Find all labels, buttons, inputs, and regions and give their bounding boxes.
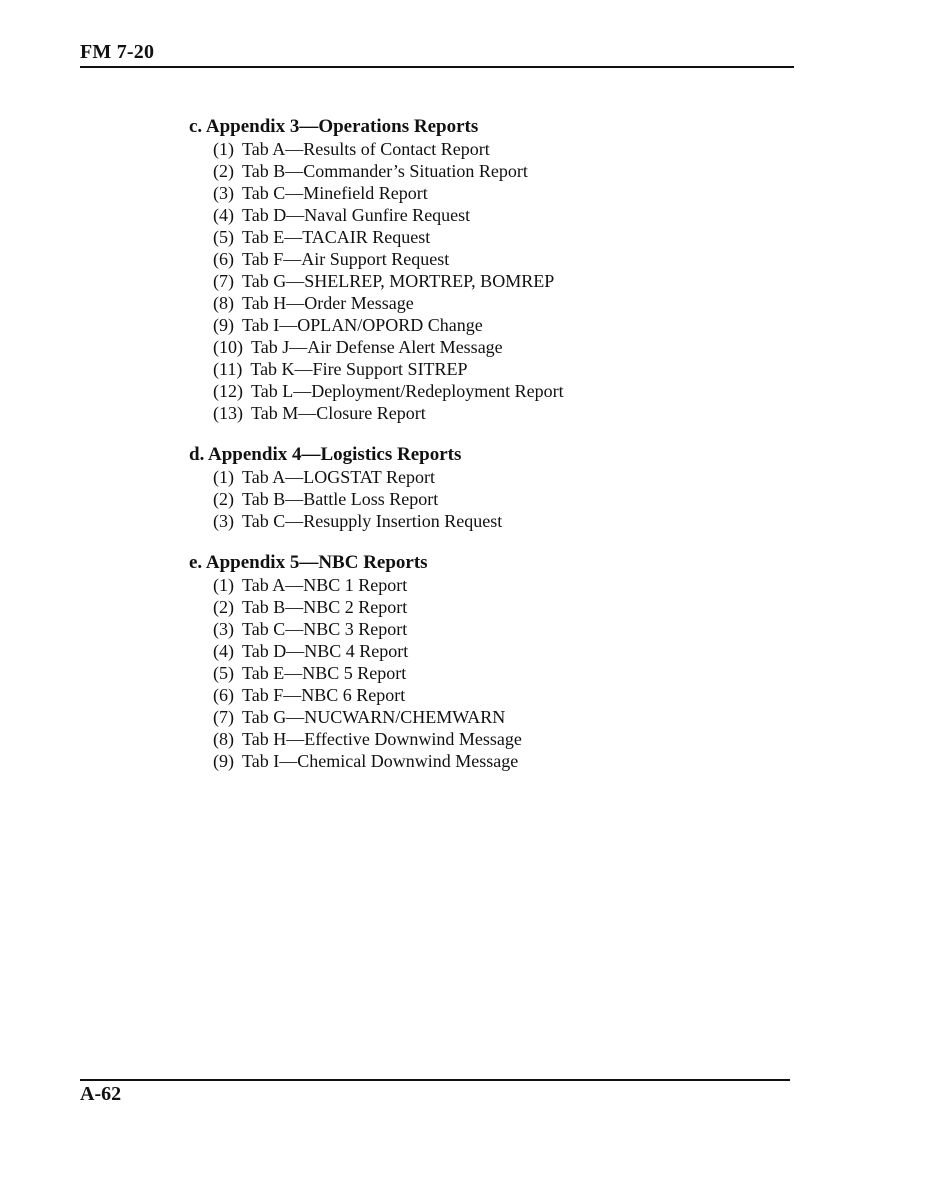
list-item — [213, 510, 749, 532]
tab-list — [189, 138, 749, 424]
list-item — [213, 182, 749, 204]
list-item — [213, 358, 749, 380]
list-item — [213, 750, 749, 772]
item-label: Tab E—NBC 5 Report — [242, 663, 407, 683]
list-item — [213, 728, 749, 750]
section-appendix-3 — [189, 116, 749, 424]
item-number: (3) — [213, 511, 234, 531]
document-id: FM 7-20 — [80, 41, 155, 63]
item-number: (7) — [213, 271, 234, 291]
item-label: Tab D—NBC 4 Report — [242, 641, 409, 661]
list-item — [213, 684, 749, 706]
item-number: (2) — [213, 161, 234, 181]
tab-list — [189, 574, 749, 772]
item-number: (3) — [213, 619, 234, 639]
item-number: (9) — [213, 751, 234, 771]
list-item — [213, 380, 749, 402]
item-label: Tab I—Chemical Downwind Message — [242, 751, 519, 771]
list-item — [213, 574, 749, 596]
page-number: A-62 — [80, 1083, 122, 1105]
item-number: (3) — [213, 183, 234, 203]
item-label: Tab F—NBC 6 Report — [242, 685, 406, 705]
item-number: (1) — [213, 139, 234, 159]
item-number: (8) — [213, 293, 234, 313]
item-label: Tab D—Naval Gunfire Request — [242, 205, 471, 225]
list-item — [213, 706, 749, 728]
list-item — [213, 662, 749, 684]
item-number: (5) — [213, 663, 234, 683]
section-appendix-4 — [189, 444, 749, 532]
appendix-list — [189, 116, 749, 772]
item-number: (6) — [213, 249, 234, 269]
list-item — [213, 314, 749, 336]
section-appendix-5 — [189, 552, 749, 772]
item-label: Tab G—SHELREP, MORTREP, BOMREP — [242, 271, 555, 291]
section-heading: c. Appendix 3—Operations Reports — [189, 116, 479, 137]
item-number: (2) — [213, 597, 234, 617]
item-label: Tab A—LOGSTAT Report — [242, 467, 435, 487]
item-label: Tab K—Fire Support SITREP — [250, 359, 468, 379]
list-item — [213, 596, 749, 618]
list-item — [213, 402, 749, 424]
item-label: Tab H—Order Message — [242, 293, 414, 313]
item-label: Tab C—Resupply Insertion Request — [242, 511, 503, 531]
list-item — [213, 336, 749, 358]
item-number: (4) — [213, 205, 234, 225]
item-label: Tab L—Deployment/Redeployment Report — [251, 381, 564, 401]
item-number: (13) — [213, 403, 243, 423]
list-item — [213, 488, 749, 510]
item-label: Tab C—NBC 3 Report — [242, 619, 408, 639]
item-label: Tab B—Battle Loss Report — [242, 489, 439, 509]
section-heading: e. Appendix 5—NBC Reports — [189, 552, 428, 573]
item-number: (9) — [213, 315, 234, 335]
item-label: Tab A—NBC 1 Report — [242, 575, 408, 595]
item-label: Tab F—Air Support Request — [242, 249, 450, 269]
list-item — [213, 618, 749, 640]
item-label: Tab E—TACAIR Request — [242, 227, 431, 247]
item-number: (1) — [213, 575, 234, 595]
list-item — [213, 248, 749, 270]
section-heading: d. Appendix 4—Logistics Reports — [189, 444, 462, 465]
item-label: Tab G—NUCWARN/CHEMWARN — [242, 707, 506, 727]
list-item — [213, 640, 749, 662]
item-number: (5) — [213, 227, 234, 247]
item-label: Tab J—Air Defense Alert Message — [251, 337, 503, 357]
item-label: Tab H—Effective Downwind Message — [242, 729, 522, 749]
item-number: (11) — [213, 359, 243, 379]
list-item — [213, 466, 749, 488]
item-label: Tab B—Commander’s Situation Report — [242, 161, 528, 181]
item-number: (6) — [213, 685, 234, 705]
list-item — [213, 292, 749, 314]
item-number: (10) — [213, 337, 243, 357]
item-label: Tab A—Results of Contact Report — [242, 139, 490, 159]
list-item — [213, 270, 749, 292]
list-item — [213, 160, 749, 182]
list-item — [213, 138, 749, 160]
item-number: (12) — [213, 381, 243, 401]
header-rule — [80, 66, 794, 68]
item-number: (1) — [213, 467, 234, 487]
item-number: (8) — [213, 729, 234, 749]
item-label: Tab B—NBC 2 Report — [242, 597, 408, 617]
item-label: Tab M—Closure Report — [251, 403, 426, 423]
item-number: (4) — [213, 641, 234, 661]
item-number: (2) — [213, 489, 234, 509]
item-label: Tab I—OPLAN/OPORD Change — [242, 315, 483, 335]
list-item — [213, 204, 749, 226]
tab-list — [189, 466, 749, 532]
item-label: Tab C—Minefield Report — [242, 183, 428, 203]
list-item — [213, 226, 749, 248]
footer-rule — [80, 1079, 790, 1081]
item-number: (7) — [213, 707, 234, 727]
